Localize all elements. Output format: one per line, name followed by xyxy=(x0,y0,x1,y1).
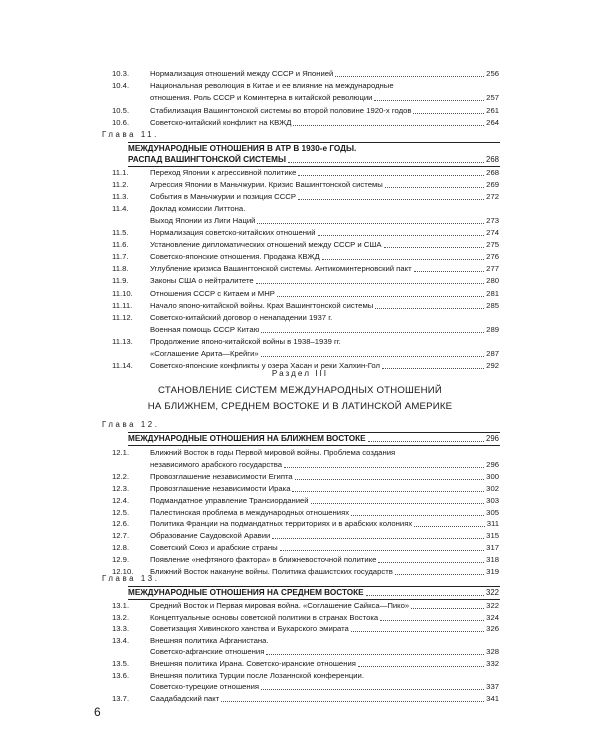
entry-title: Советизация Хивинского ханства и Бухарского эмирата xyxy=(150,624,349,634)
dot-leader xyxy=(221,701,484,702)
toc-entry[interactable] xyxy=(150,92,499,103)
entry-title: Законы США о нейтралитете xyxy=(150,276,254,286)
entry-page-number: 300 xyxy=(486,471,499,481)
dot-leader xyxy=(368,441,484,442)
dot-leader xyxy=(380,620,484,621)
entry-title: «Соглашение Арита—Крейги» xyxy=(150,348,259,358)
entry-title: Советско-китайский конфликт на КВЖД xyxy=(150,117,292,127)
chapter-label: Глава 11. xyxy=(102,130,159,139)
toc-entry[interactable] xyxy=(150,459,499,470)
entry-number: 10.4. xyxy=(112,81,130,91)
chapter-title-text: МЕЖДУНАРОДНЫЕ ОТНОШЕНИЯ НА БЛИЖНЕМ ВОСТОКЕ xyxy=(128,434,366,443)
toc-entry[interactable] xyxy=(112,566,499,577)
entry-page-number: 326 xyxy=(486,624,499,634)
toc-entry[interactable] xyxy=(112,191,499,202)
entry-number: 11.7. xyxy=(112,252,129,262)
entry-title: Внешняя политика Афганистана. xyxy=(150,635,269,645)
entry-page-number: 264 xyxy=(486,117,499,127)
entry-title: независимого арабского государства xyxy=(150,459,283,469)
toc-entry[interactable] xyxy=(112,80,499,91)
toc-entry[interactable] xyxy=(112,495,499,506)
entry-title: Выход Японии из Лиги Наций xyxy=(150,216,256,226)
entry-number: 11.14. xyxy=(112,360,133,370)
toc-entry[interactable] xyxy=(150,215,499,226)
toc-entry[interactable] xyxy=(150,681,499,692)
toc-entry[interactable] xyxy=(112,312,499,323)
toc-entry[interactable] xyxy=(112,336,499,347)
entry-title: Советско-китайский договор о ненападении 1937 г. xyxy=(150,312,333,322)
entry-number: 10.6. xyxy=(112,117,130,127)
toc-entry[interactable] xyxy=(112,483,499,494)
toc-entry[interactable] xyxy=(112,105,499,116)
dot-leader xyxy=(366,595,484,596)
entry-title: Подмандатное управление Трансиорданией xyxy=(150,495,309,505)
toc-entry[interactable] xyxy=(112,542,499,553)
entry-page-number: 302 xyxy=(486,483,499,493)
entry-title: Продолжение японо-китайской войны в 1938–1939 гг. xyxy=(150,336,341,346)
entry-number: 10.3. xyxy=(112,69,130,78)
entry-title: Внешняя политика Турции после Лозаннской конференции. xyxy=(150,670,364,680)
entry-title: Провозглашение независимости Ирака xyxy=(150,483,291,493)
entry-number: 11.12. xyxy=(112,312,133,322)
toc-entry[interactable] xyxy=(112,518,499,529)
entry-page-number: 322 xyxy=(486,601,499,610)
dot-leader xyxy=(295,479,484,480)
dot-leader xyxy=(288,162,484,163)
toc-entry[interactable] xyxy=(112,117,499,128)
entry-number: 12.9. xyxy=(112,555,130,565)
entry-page-number: 318 xyxy=(486,555,499,565)
dot-leader xyxy=(311,503,485,504)
entry-title: Нормализация советско-китайских отношений xyxy=(150,228,316,238)
chapter-label: Глава 12. xyxy=(102,420,160,429)
chapter-title[interactable] xyxy=(128,587,499,598)
dot-leader xyxy=(351,515,484,516)
entry-number: 11.11. xyxy=(112,300,133,310)
entry-number: 11.5. xyxy=(112,228,129,238)
entry-page-number: 273 xyxy=(486,216,499,226)
entry-number: 10.5. xyxy=(112,105,130,115)
dot-leader xyxy=(266,654,484,655)
chapter-title-text: РАСПАД ВАШИНГТОНСКОЙ СИСТЕМЫ xyxy=(128,155,286,164)
dot-leader xyxy=(358,666,484,667)
entry-title: Советско-афганские отношения xyxy=(150,647,265,657)
toc-entry[interactable] xyxy=(112,530,499,541)
entry-page-number: 272 xyxy=(486,192,499,202)
entry-number: 12.3. xyxy=(112,483,130,493)
entry-title: Палестинская проблема в международных отношениях xyxy=(150,507,350,517)
entry-number: 11.2. xyxy=(112,180,129,190)
entry-title: Начало японо-китайской войны. Крах Вашингтонской системы xyxy=(150,300,374,310)
chapter-title[interactable] xyxy=(128,154,499,165)
entry-title: Средний Восток и Первая мировая война. «Соглашение Сайкса—Пико» xyxy=(150,601,410,610)
entry-page-number: 257 xyxy=(486,93,499,103)
entry-number: 11.1. xyxy=(112,168,129,177)
entry-title: Образование Саудовской Аравии xyxy=(150,531,271,541)
entry-page-number: 324 xyxy=(486,612,499,622)
entry-title: Углубление кризиса Вашингтонской системы. Антикоминтерновский пакт xyxy=(150,264,412,274)
section-title-line: СТАНОВЛЕНИЕ СИСТЕМ МЕЖДУНАРОДНЫХ ОТНОШЕНИЙ xyxy=(158,385,442,396)
entry-number: 13.3. xyxy=(112,624,130,634)
toc-entry[interactable] xyxy=(112,251,499,262)
page-number: 6 xyxy=(94,705,101,719)
entry-title: Агрессия Японии в Маньчжурии. Кризис Вашингтонской системы xyxy=(150,180,383,190)
entry-page-number: 317 xyxy=(486,543,499,553)
toc-entry[interactable] xyxy=(112,263,499,274)
dot-leader xyxy=(298,199,484,200)
entry-title: Национальная революция в Китае и ее влияние на международные xyxy=(150,81,394,91)
dot-leader xyxy=(280,550,485,551)
entry-page-number: 269 xyxy=(486,180,499,190)
toc-entry[interactable] xyxy=(112,203,499,214)
dot-leader xyxy=(318,235,485,236)
dot-leader xyxy=(414,271,485,272)
dot-leader xyxy=(256,283,485,284)
chapter-page-number: 268 xyxy=(485,155,499,164)
toc-entry[interactable] xyxy=(112,275,499,286)
entry-number: 11.4. xyxy=(112,204,129,214)
dot-leader xyxy=(322,259,484,260)
chapter-title[interactable] xyxy=(128,433,499,444)
entry-page-number: 287 xyxy=(486,348,499,358)
toc-entry[interactable] xyxy=(112,658,499,669)
chapter-label: Глава 13. xyxy=(102,574,160,583)
entry-title: События в Маньчжурии и позиция СССР xyxy=(150,192,296,202)
entry-title: Отношения СССР с Китаем и МНР xyxy=(150,288,275,298)
dot-leader xyxy=(272,538,484,539)
entry-page-number: 277 xyxy=(486,264,499,274)
entry-page-number: 341 xyxy=(486,693,499,703)
entry-number: 13.7. xyxy=(112,693,130,703)
entry-number: 11.6. xyxy=(112,240,129,250)
entry-page-number: 280 xyxy=(486,276,499,286)
toc-entry[interactable] xyxy=(112,179,499,190)
entry-title: Концептуальные основы советской политики в странах Востока xyxy=(150,612,379,622)
entry-number: 11.8. xyxy=(112,264,129,274)
entry-title: Советско-японские отношения. Продажа КВЖД xyxy=(150,252,320,262)
entry-title: Советско-японские конфликты у озера Хасан и реки Халхин-Гол xyxy=(150,360,381,370)
entry-page-number: 311 xyxy=(486,519,499,529)
entry-number: 12.2. xyxy=(112,471,130,481)
chapter-page-number: 322 xyxy=(485,588,499,597)
entry-number: 11.3. xyxy=(112,192,129,202)
toc-entry[interactable] xyxy=(150,324,499,335)
dot-leader xyxy=(374,100,484,101)
dot-leader xyxy=(351,631,484,632)
dot-leader xyxy=(257,223,484,224)
entry-number: 13.4. xyxy=(112,635,130,645)
entry-title: Нормализация отношений между СССР и Японией xyxy=(150,69,334,78)
entry-title: Доклад комиссии Литтона. xyxy=(150,204,246,214)
entry-title: Внешняя политика Ирана. Советско-иранские отношения xyxy=(150,659,356,668)
toc-entry[interactable] xyxy=(150,348,499,359)
entry-page-number: 303 xyxy=(486,495,499,505)
toc-entry[interactable] xyxy=(112,227,499,238)
entry-title: Стабилизация Вашингтонской системы во второй половине 1920-х годов xyxy=(150,105,412,115)
toc-entry[interactable] xyxy=(112,471,499,482)
toc-entry[interactable] xyxy=(112,623,499,634)
dot-leader xyxy=(293,125,484,126)
entry-page-number: 285 xyxy=(486,300,499,310)
toc-entry[interactable] xyxy=(112,507,499,518)
entry-number: 13.2. xyxy=(112,612,130,622)
chapter-title-text: МЕЖДУНАРОДНЫЕ ОТНОШЕНИЯ В АТР В 1930-е ГОДЫ. xyxy=(128,144,357,153)
dot-leader xyxy=(298,175,484,176)
entry-number: 11.13. xyxy=(112,336,133,346)
toc-entry[interactable] xyxy=(112,288,499,299)
entry-page-number: 281 xyxy=(486,288,499,298)
dot-leader xyxy=(261,356,484,357)
entry-title: Появление «нефтяного фактора» в ближневосточной политике xyxy=(150,555,377,565)
entry-page-number: 261 xyxy=(486,105,499,115)
entry-title: Установление дипломатических отношений между СССР и США xyxy=(150,240,382,250)
dot-leader xyxy=(261,689,484,690)
entry-title: Советский Союз и арабские страны xyxy=(150,543,278,553)
toc-entry[interactable] xyxy=(112,612,499,623)
entry-number: 12.1. xyxy=(112,448,130,457)
toc-entry[interactable] xyxy=(112,554,499,565)
entry-number: 13.1. xyxy=(112,601,130,610)
toc-entry[interactable] xyxy=(112,68,499,79)
toc-entry[interactable] xyxy=(112,239,499,250)
dot-leader xyxy=(277,296,484,297)
dot-leader xyxy=(384,247,485,248)
dot-leader xyxy=(335,76,484,77)
entry-number: 12.7. xyxy=(112,531,130,541)
dot-leader xyxy=(414,526,485,527)
chapter-title[interactable] xyxy=(128,143,499,154)
toc-entry[interactable] xyxy=(150,646,499,657)
entry-page-number: 274 xyxy=(486,228,499,238)
dot-leader xyxy=(375,308,484,309)
entry-page-number: 332 xyxy=(486,659,499,668)
entry-number: 11.10. xyxy=(112,288,133,298)
entry-number: 13.5. xyxy=(112,659,130,668)
dot-leader xyxy=(413,113,484,114)
title-rule xyxy=(128,445,500,446)
entry-title: Политика Франции на подмандатных территориях и в арабских колониях xyxy=(150,519,413,529)
entry-page-number: 296 xyxy=(486,459,499,469)
section-label: Раздел III xyxy=(271,369,329,378)
entry-page-number: 305 xyxy=(486,507,499,517)
toc-entry[interactable] xyxy=(112,167,499,178)
entry-number: 12.4. xyxy=(112,495,130,505)
entry-title: Советско-турецкие отношения xyxy=(150,682,260,692)
entry-page-number: 315 xyxy=(486,531,499,541)
toc-entry[interactable] xyxy=(112,693,499,704)
chapter-title-text: МЕЖДУНАРОДНЫЕ ОТНОШЕНИЯ НА СРЕДНЕМ ВОСТОКЕ xyxy=(128,588,364,597)
entry-number: 12.6. xyxy=(112,519,130,529)
entry-page-number: 319 xyxy=(486,567,499,576)
entry-title: Военная помощь СССР Китаю xyxy=(150,324,260,334)
entry-number: 12.10. xyxy=(112,567,134,576)
dot-leader xyxy=(261,332,484,333)
entry-page-number: 275 xyxy=(486,240,499,250)
entry-title: Ближний Восток накануне войны. Политика фашистских государств xyxy=(150,567,393,576)
entry-page-number: 276 xyxy=(486,252,499,262)
dot-leader xyxy=(411,608,484,609)
dot-leader xyxy=(378,562,484,563)
entry-number: 12.8. xyxy=(112,543,130,553)
entry-page-number: 337 xyxy=(486,682,499,692)
entry-page-number: 292 xyxy=(486,360,499,370)
chapter-page-number: 296 xyxy=(485,434,499,443)
entry-number: 11.9. xyxy=(112,276,129,286)
toc-entry[interactable] xyxy=(112,635,499,646)
entry-page-number: 268 xyxy=(486,168,499,177)
toc-entry[interactable] xyxy=(112,600,499,611)
entry-title: Ближний Восток в годы Первой мировой войны. Проблема создания xyxy=(150,448,396,457)
entry-page-number: 256 xyxy=(486,69,499,78)
entry-number: 12.5. xyxy=(112,507,130,517)
dot-leader xyxy=(395,574,484,575)
dot-leader xyxy=(292,491,484,492)
toc-entry[interactable] xyxy=(112,670,499,681)
section-title-line: НА БЛИЖНЕМ, СРЕДНЕМ ВОСТОКЕ И В ЛАТИНСКОЙ АМЕРИКЕ xyxy=(147,401,453,412)
dot-leader xyxy=(284,467,484,468)
toc-entry[interactable] xyxy=(112,300,499,311)
entry-page-number: 328 xyxy=(486,647,499,657)
toc-entry[interactable] xyxy=(112,447,499,458)
entry-number: 13.6. xyxy=(112,670,130,680)
entry-title: Саадабадский пакт xyxy=(150,693,220,703)
dot-leader xyxy=(385,187,484,188)
entry-page-number: 289 xyxy=(486,324,499,334)
entry-title: отношения. Роль СССР и Коминтерна в китайской революции xyxy=(150,93,373,103)
entry-title: Провозглашение независимости Египта xyxy=(150,471,293,481)
entry-title: Переход Японии к агрессивной политике xyxy=(150,168,297,177)
